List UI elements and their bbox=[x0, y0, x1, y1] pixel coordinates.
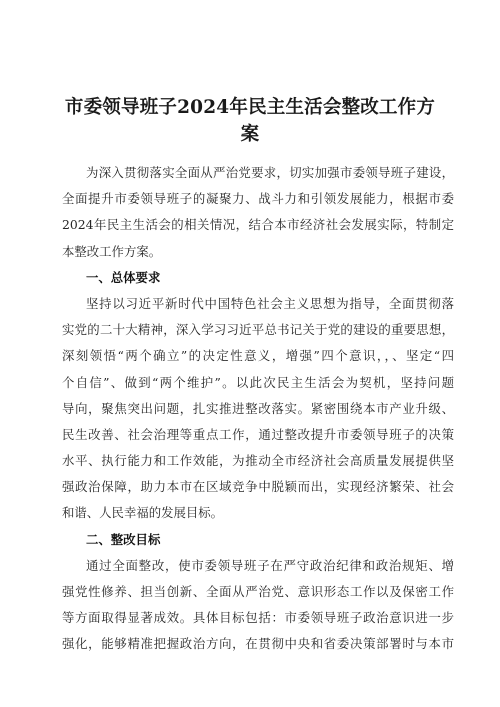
title-line-2: 案 bbox=[240, 124, 260, 145]
paragraph-line: 实党的二十大精神，深入学习习近平总书记关于党的建设的重要思想， bbox=[62, 322, 454, 338]
paragraph-line: 深刻领悟“两个确立”的决定性意义，增强”四个意识，，、坚定“四 bbox=[62, 348, 454, 364]
paragraph-line: 民生改善、社会治理等重点工作，通过整改提升市委领导班子的决策 bbox=[62, 426, 454, 442]
paragraph-line: 个自信”、做到“两个维护”。以此次民主生活会为契机，坚持问题 bbox=[62, 374, 454, 390]
paragraph-line: 等方面取得显著成效。具体目标包括：市委领导班子政治意识进一步 bbox=[62, 610, 454, 626]
paragraph-line: 坚持以习近平新时代中国特色社会主义思想为指导，全面贯彻落 bbox=[86, 295, 454, 311]
document-body bbox=[62, 160, 454, 658]
paragraph-line: 水平、执行能力和工作效能，为推动全市经济社会高质量发展提供坚 bbox=[62, 453, 454, 469]
paragraph-line: 为深入贯彻落实全面从严治党要求，切实加强市委领导班子建设， bbox=[86, 165, 454, 180]
paragraph-line: 强政治保障，助力本市在区域竞争中脱颖而出，实现经济繁荣、社会 bbox=[62, 479, 454, 495]
paragraph-line: 本整改工作方案。 bbox=[62, 243, 162, 259]
paragraph-line: 通过全面整改，使市委领导班子在严守政治纪律和政治规矩、增 bbox=[86, 557, 454, 573]
paragraph-line: 和谐、人民幸福的发展目标。 bbox=[62, 505, 224, 521]
title-line-1: 市委领导班子2024年民主生活会整改工作方 bbox=[64, 97, 436, 118]
paragraph-line: 2024年民主生活会的相关情况，结合本市经济社会发展实际，特制定 bbox=[62, 217, 454, 233]
paragraph-line: 强化，能够精准把握政治方向，在贯彻中央和省委决策部署时与本市 bbox=[62, 636, 454, 652]
paragraph-line: 导向，聚焦突出问题，扎实推进整改落实。紧密围绕本市产业升级、 bbox=[62, 400, 454, 416]
document-title bbox=[60, 94, 440, 148]
paragraph-line: 强党性修养、担当创新、全面从严治党、意识形态工作以及保密工作 bbox=[62, 584, 454, 599]
paragraph-line: 全面提升市委领导班子的凝聚力、战斗力和引领发展能力，根据市委 bbox=[62, 191, 454, 207]
section-heading: 一、总体要求 bbox=[86, 269, 161, 285]
section-heading: 二、整改目标 bbox=[86, 531, 161, 547]
